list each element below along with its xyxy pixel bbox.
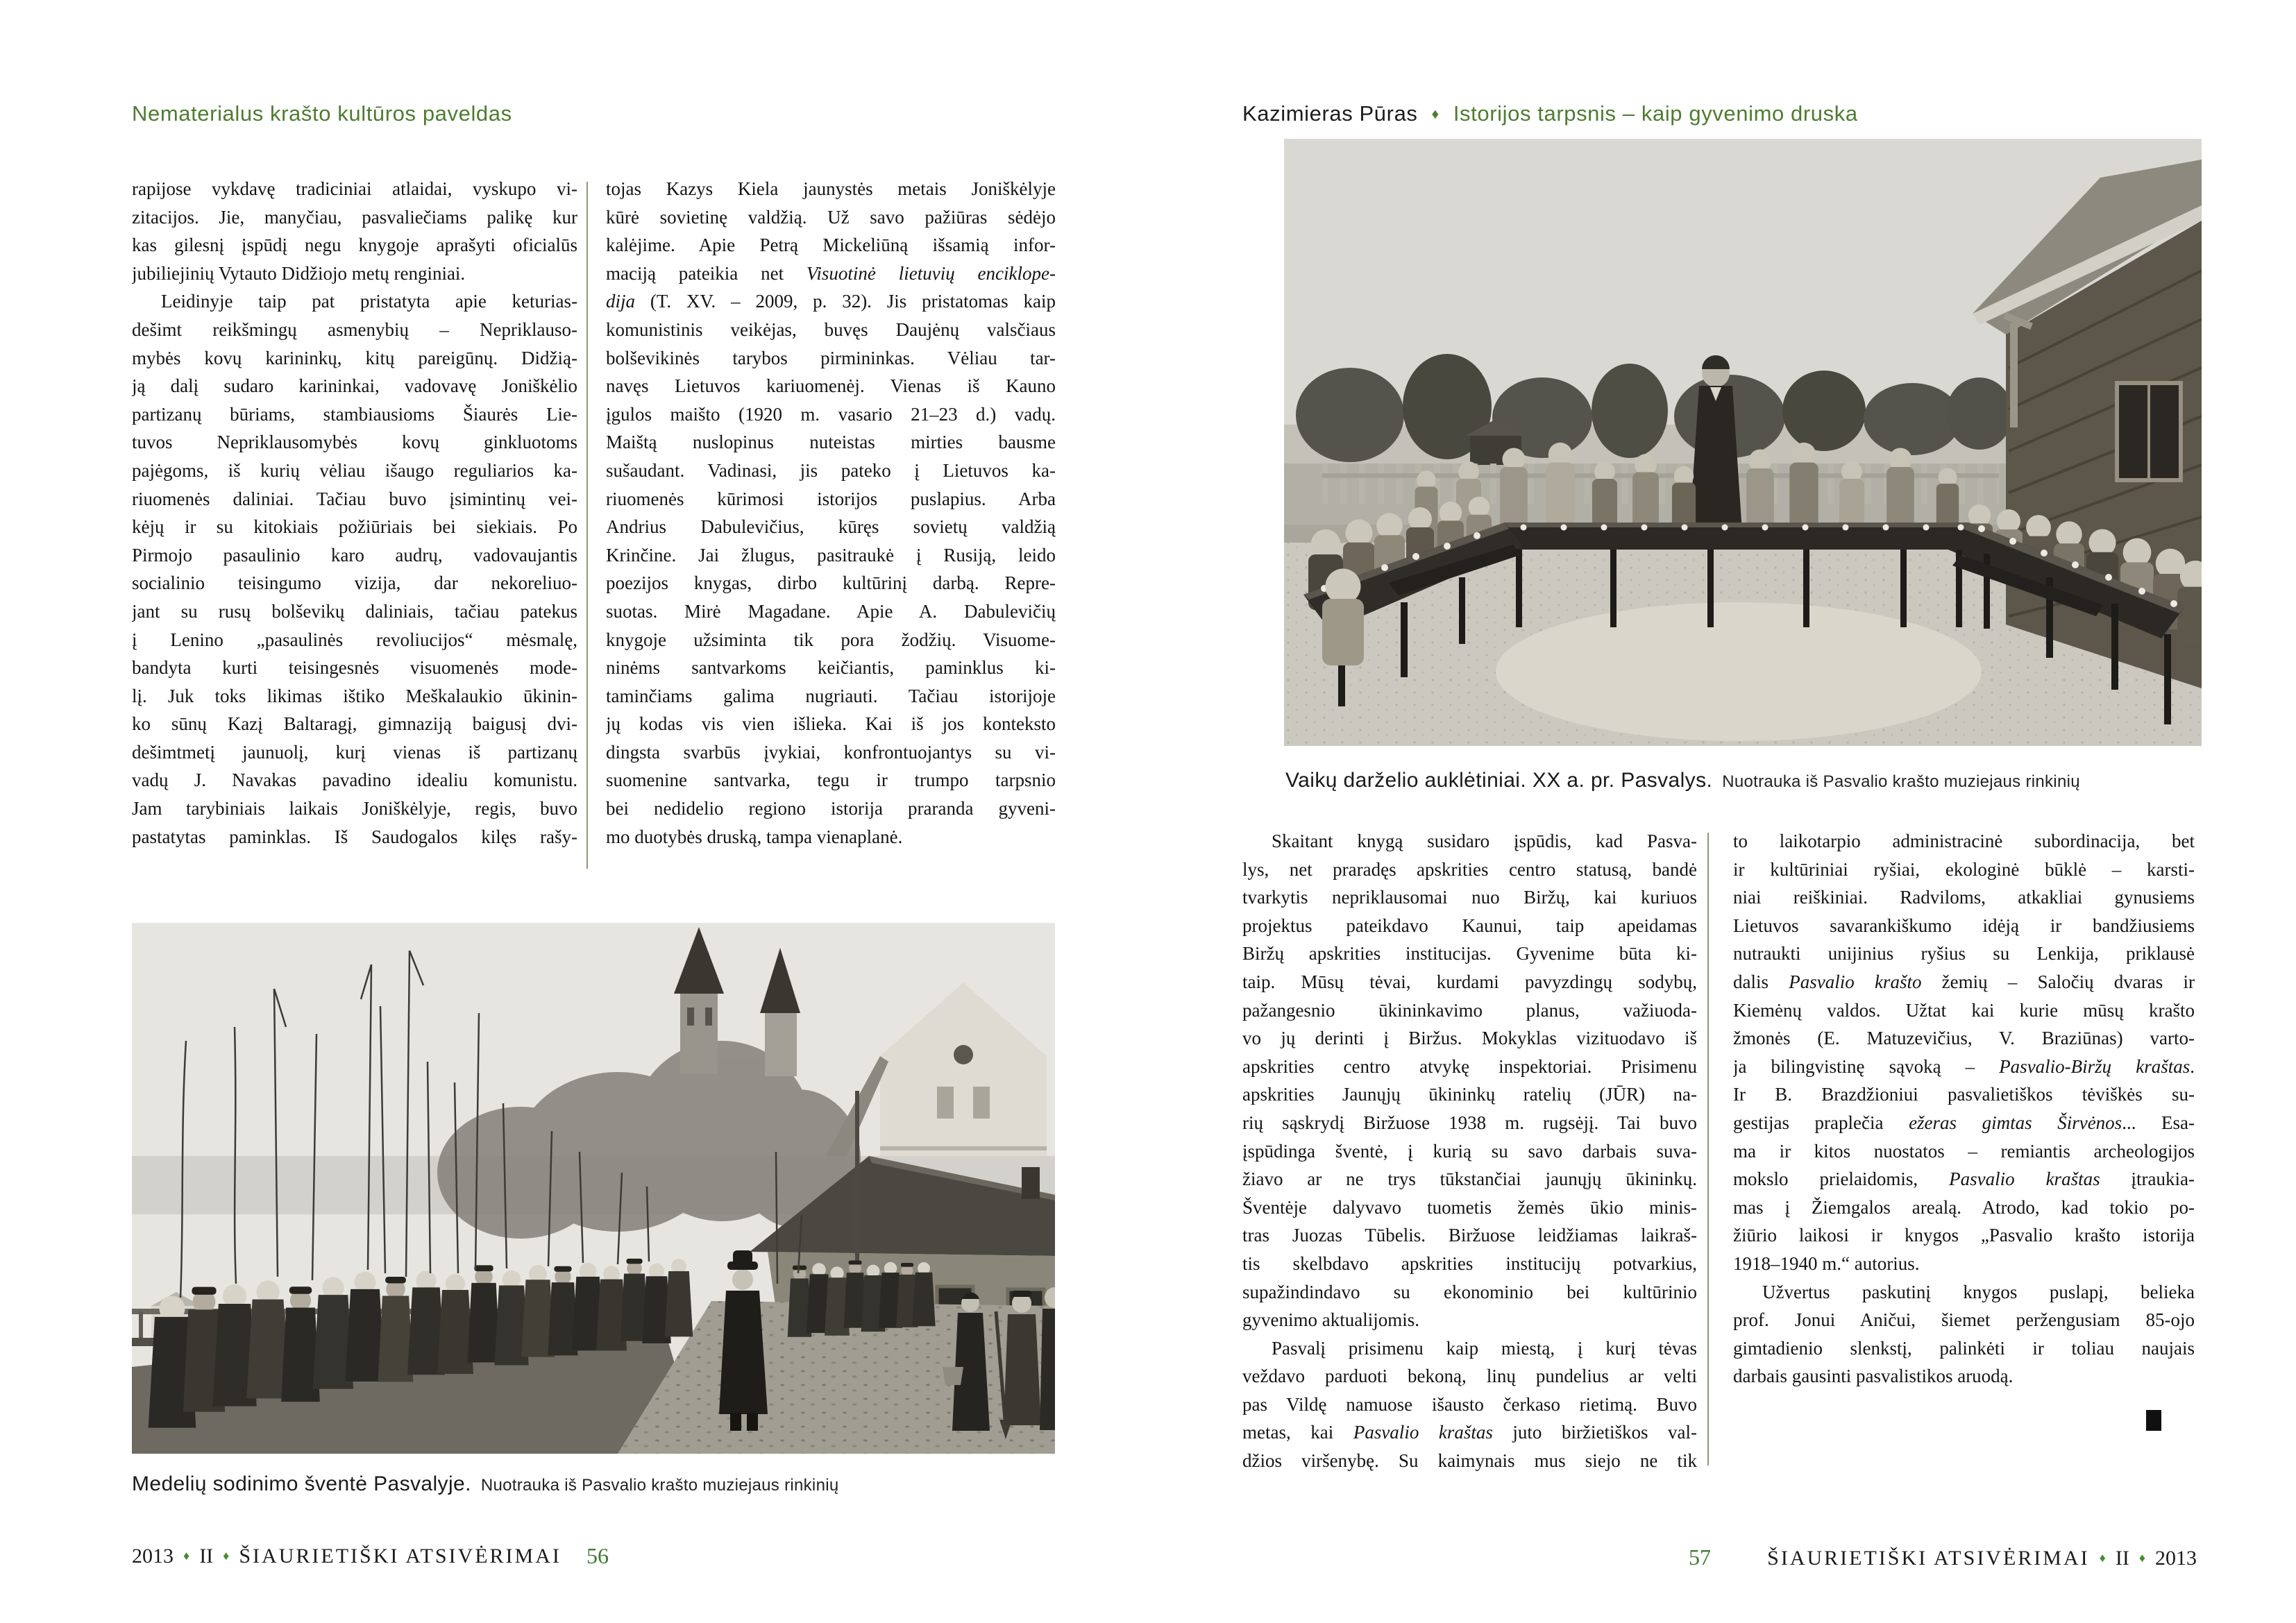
caption-title: Vaikų darželio auklėtiniai. XX a. pr. Pasvalys. — [1285, 769, 1713, 792]
text-line: mybės kovų karininkų, kitų pareigūnų. Didžią- — [132, 347, 577, 368]
text-line: gimtadienio slenkstį, palinkėti ir toliau naujais — [1733, 1337, 2195, 1359]
text-line: pas Vildę namuose išausto čerkaso rietimą. Buvo — [1242, 1393, 1697, 1415]
footer-issue: II — [2115, 1547, 2129, 1570]
diamond-icon: ♦ — [2099, 1551, 2106, 1565]
text-line: pažangesnio ūkininkavimo planus, važiuoda- — [1242, 999, 1697, 1021]
text-line: 1918–1940 m.“ autorius. — [1733, 1252, 1920, 1274]
text-line: ją dalį sudaro karininkai, vadovavę Joniškėlio — [132, 375, 577, 397]
text-line: Jam tarybiniais laikais Joniškėlyje, regis, buvo — [132, 798, 577, 819]
text-line: prof. Jonui Aničui, šiemet peržengusiam 85-ojo — [1733, 1309, 2195, 1331]
photo-tree-planting-illustration — [132, 923, 1055, 1454]
text-line: supažindindavo su ekonominio bei kultūrinio — [1242, 1281, 1697, 1302]
text-line: Leidinyje taip pat pristatyta apie keturias- — [161, 291, 577, 312]
text-line: Krinčine. Jai žlugus, pasitraukė į Rusiją, leido — [606, 544, 1056, 566]
text-line: apskrities centro atvykę inspektoriai. Prisimenu — [1242, 1055, 1697, 1077]
text-line: pastatytas paminklas. Iš Saudogalos kilęs rašy- — [132, 826, 577, 847]
text-line: taminčiams galima nugriauti. Tačiau istorijoje — [606, 685, 1056, 706]
right-footer — [1689, 1545, 2197, 1570]
right-column-1 — [1242, 827, 1697, 1475]
text-line: dija (T. XV. – 2009, p. 32). Jis pristatomas kaip — [606, 291, 1056, 312]
text-line: bandyta kurti teisingesnės visuomenės mode- — [132, 657, 577, 679]
text-line: socialinio teisingumo vizija, dar nekoreliuo- — [132, 572, 577, 594]
text-line: gyvenimo aktualijomis. — [1242, 1309, 1419, 1331]
text-line: mas į Žiemgalos arealą. Atrodo, kad tokio po- — [1733, 1196, 2195, 1218]
running-head-author: Kazimieras Pūras — [1242, 101, 1418, 126]
text-line: rapijose vykdavę tradiciniai atlaidai, vyskupo vi- — [132, 178, 577, 199]
caption-title: Medelių sodinimo šventė Pasvalyje. — [132, 1472, 471, 1495]
footer-year: 2013 — [2155, 1547, 2197, 1570]
text-line: kūrė sovietinę valdžią. Už savo pažiūras sėdėjo — [606, 206, 1056, 228]
text-line: Lietuvos savarankiškumo idėją ir bandžiusiems — [1733, 915, 2195, 936]
column-divider-right-page — [1707, 833, 1709, 1465]
text-line: knygoje užsiminta tik pora žodžių. Visuome- — [606, 629, 1056, 650]
text-line: Kiemėnų valdos. Užtat kai kurie mūsų krašto — [1733, 999, 2195, 1021]
text-line: tuvos Nepriklausomybės kovų ginkluotoms — [132, 432, 577, 453]
text-line: metas, kai Pasvalio kraštas juto biržietiškos val- — [1242, 1422, 1697, 1443]
page-number: 57 — [1689, 1545, 1711, 1570]
text-line: tras Juozas Tūbelis. Biržuose leidžiamas laikraš- — [1242, 1225, 1697, 1246]
photo-tree-planting — [132, 923, 1055, 1454]
photo-kindergarten — [1284, 139, 2202, 746]
text-line: zitacijos. Jie, manyčiau, pasvaliečiams palikę kur — [132, 206, 577, 228]
text-line: mokslo prielaidomis, Pasvalio kraštas įtraukia- — [1733, 1169, 2195, 1190]
text-line: jant su rusų bolševikų daliniais, tačiau patekus — [132, 600, 577, 622]
text-line: Pasvalį prisimenu kaip miestą, į kurį tėvas — [1272, 1337, 1697, 1359]
text-line: dingsta svarbūs įvykiai, konfrontuojantys su vi- — [606, 741, 1056, 763]
text-line: darbais gausinti pasvalistikos aruodą. — [1733, 1366, 2014, 1387]
footer-issue: II — [199, 1545, 214, 1567]
footer-journal-title: ŠIAURIETIŠKI ATSIVĖRIMAI — [1767, 1547, 2090, 1570]
photo-kindergarten-illustration — [1284, 139, 2202, 746]
text-line: Ir B. Brazdžioniui pasvalietiškos tėviškės su- — [1733, 1084, 2195, 1105]
text-line: Biržų apskrities institucijas. Gyvenime būta ki- — [1242, 943, 1697, 965]
text-line: dalis Pasvalio krašto žemių – Saločių dvaras ir — [1733, 971, 2195, 992]
text-line: ja bilingvistinę sąvoką – Pasvalio-Biržų kraštas. — [1733, 1055, 2195, 1077]
text-line: bei nedidelio regiono istorija praranda gyveni- — [606, 798, 1056, 819]
text-line: ir kultūriniai ryšiai, ekologinė būklė – karsti- — [1733, 858, 2195, 880]
right-footer-text — [1767, 1547, 2197, 1570]
right-photo-caption — [1285, 769, 2080, 792]
text-line: navęs Lietuvos kariuomenėj. Vienas iš Kauno — [606, 375, 1056, 397]
text-line: žmonės (E. Matuzevičius, V. Braziūnas) varto- — [1733, 1028, 2195, 1049]
footer-year: 2013 — [132, 1545, 174, 1567]
column-divider-left-page — [586, 182, 588, 869]
footer-journal-title: ŠIAURIETIŠKI ATSIVĖRIMAI — [239, 1545, 562, 1567]
diamond-icon: ♦ — [223, 1549, 230, 1563]
text-line: poezijos knygas, dirbo kultūrinį darbą. Repre- — [606, 572, 1056, 594]
left-photo-caption — [132, 1472, 839, 1496]
text-line: niai reiškiniai. Radviloms, atkakliai gynusiems — [1733, 887, 2195, 908]
sand-path — [1496, 602, 1982, 741]
text-line: vo jų derinti į Biržus. Mokyklas vizituodavo iš — [1242, 1028, 1697, 1049]
text-line: lys, net praradęs apskrities centro statusą, bandė — [1242, 858, 1697, 880]
text-line: bolševikinės tarybos pirmininkas. Vėliau tar- — [606, 347, 1056, 368]
text-line: tojas Kazys Kiela jaunystės metais Joniškėlyje — [606, 178, 1056, 199]
text-line: jubiliejinių Vytauto Didžiojo metų renginiai. — [132, 262, 466, 284]
caption-credit: Nuotrauka iš Pasvalio krašto muziejaus rinkinių — [1722, 772, 2080, 791]
text-line: projektus pateikdavo Kaunui, taip apeidamas — [1242, 915, 1697, 936]
text-line: nutraukti unijinius ryšius su Lenkija, priklausė — [1733, 943, 2195, 965]
text-line: kėjų ir su kitokiais požiūriais bei siekiais. Po — [132, 516, 577, 538]
text-line: lį. Juk toks likimas ištiko Meškalaukio ūkinin- — [132, 685, 577, 706]
text-line: žiūrio laikosi ir knygos „Pasvalio krašto istorija — [1733, 1225, 2195, 1246]
text-line: jų kodas vis vien išlieka. Kai iš jos konteksto — [606, 713, 1056, 735]
text-line: į Lenino „pasaulinės revoliucijos“ mėsmalę, — [132, 629, 577, 650]
text-line: mo duotybės druską, tampa vienaplanė. — [606, 826, 903, 847]
right-column-2 — [1733, 827, 2195, 1391]
text-line: Andrius Dabulevičius, kūręs sovietų valdžią — [606, 516, 1056, 538]
text-line: to laikotarpio administracinė subordinacija, bet — [1733, 831, 2195, 851]
text-line: maciją pateikia net Visuotinė lietuvių enciklope- — [606, 262, 1056, 284]
text-line: ko sūnų Kazį Baltaragį, gimnaziją baigusį dvi- — [132, 713, 577, 735]
page-number: 56 — [586, 1543, 609, 1568]
right-running-head — [1242, 101, 1858, 126]
text-line: gestijas praplečia ežeras gimtas Širvėnos... Esa- — [1733, 1112, 2195, 1133]
text-line: Skaitant knygą susidaro įspūdis, kad Pasva- — [1272, 831, 1697, 851]
text-line: kas gilesnį įspūdį negu knygoje aprašyti oficialūs — [132, 235, 577, 256]
text-line: tis skelbdavo apskrities institucijų potvarkius, — [1242, 1252, 1697, 1274]
text-line: ma ir kitos nuostatos – remiantis archeologijos — [1733, 1140, 2195, 1162]
text-line: pajėgoms, iš kurių vėliau išaugo reguliarios ka- — [132, 459, 577, 481]
diamond-icon: ♦ — [2138, 1551, 2145, 1565]
text-line: dešimt reikšmingų asmenybių – Nepriklauso- — [132, 318, 577, 340]
text-line: kalėjime. Apie Petrą Mickeliūną išsamią infor- — [606, 235, 1056, 256]
text-line: apskrities Jaunųjų ūkininkų ratelių (JŪR) na- — [1242, 1084, 1697, 1105]
text-line: rių sąskrydį Biržuose 1938 m. rugsėjį. Tai buvo — [1242, 1112, 1697, 1133]
left-footer — [132, 1545, 1055, 1568]
text-line: žiavo ar ne trys tūkstančiai jaunųjų ūkininkų. — [1242, 1169, 1697, 1190]
text-line: taip. Mūsų tėvai, kurdami pavyzdingų sodybų, — [1242, 971, 1697, 992]
text-line: dešimtmetį jaunuolį, kurį vienas iš partizanų — [132, 741, 577, 763]
text-line: suotas. Mirė Magadane. Apie A. Dabulevičių — [606, 600, 1056, 622]
text-line: Pirmojo pasaulinio karo audrų, vadovaujantis — [132, 544, 577, 566]
caption-credit: Nuotrauka iš Pasvalio krašto muziejaus rinkinių — [480, 1476, 839, 1495]
text-line: riuomenės daliniai. Tačiau buvo įsimintinų vei- — [132, 488, 577, 509]
text-line: džios viršenybę. Su kaimynais mus siejo ne tik — [1242, 1450, 1697, 1472]
text-line: įspūdinga šventė, į kurią su savo darbais suva- — [1242, 1140, 1697, 1162]
text-line: veždavo parduoti bekoną, linų pundelius ar velti — [1242, 1366, 1697, 1387]
left-column-2 — [606, 175, 1056, 851]
text-line: partizanų būriams, stambiausioms Šiaurės Lie- — [132, 403, 577, 425]
end-of-article-mark — [2146, 1410, 2161, 1431]
foreground-child — [1322, 569, 1364, 666]
text-line: tvarkytis nepriklausomai nuo Biržų, kai kuriuos — [1242, 887, 1697, 908]
diamond-icon: ♦ — [1431, 106, 1440, 122]
running-head-article-title: Istorijos tarpsnis – kaip gyvenimo druska — [1453, 101, 1858, 126]
text-line: ninėms santvarkoms keičiantis, paminklus ki- — [606, 657, 1056, 679]
text-line: sušaudant. Vadinasi, jis pateko į Lietuvos ka- — [606, 459, 1056, 481]
text-line: suomenine santvarka, tegu ir trumpo tarpsnio — [606, 770, 1056, 791]
left-column-1 — [132, 175, 577, 851]
text-line: Užvertus paskutinį knygos puslapį, belieka — [1762, 1281, 2195, 1302]
left-running-head: Nematerialus krašto kultūros paveldas — [132, 101, 512, 126]
text-line: vadų J. Navakas pavadino idealiu komunistu. — [132, 770, 577, 791]
text-line: įgulos maišto (1920 m. vasario 21–23 d.) vadų. — [606, 403, 1056, 425]
text-line: riuomenės kūrimosi istorijos puslapius. Arba — [606, 488, 1056, 509]
text-line: Maištą nuslopinus nuteistas mirties bausme — [606, 432, 1056, 453]
text-line: komunistinis veikėjas, buvęs Daujėnų valsčiaus — [606, 318, 1056, 340]
text-line: Šventėje dalyvavo tuometis žemės ūkio minis- — [1242, 1196, 1697, 1218]
diamond-icon: ♦ — [183, 1549, 190, 1563]
